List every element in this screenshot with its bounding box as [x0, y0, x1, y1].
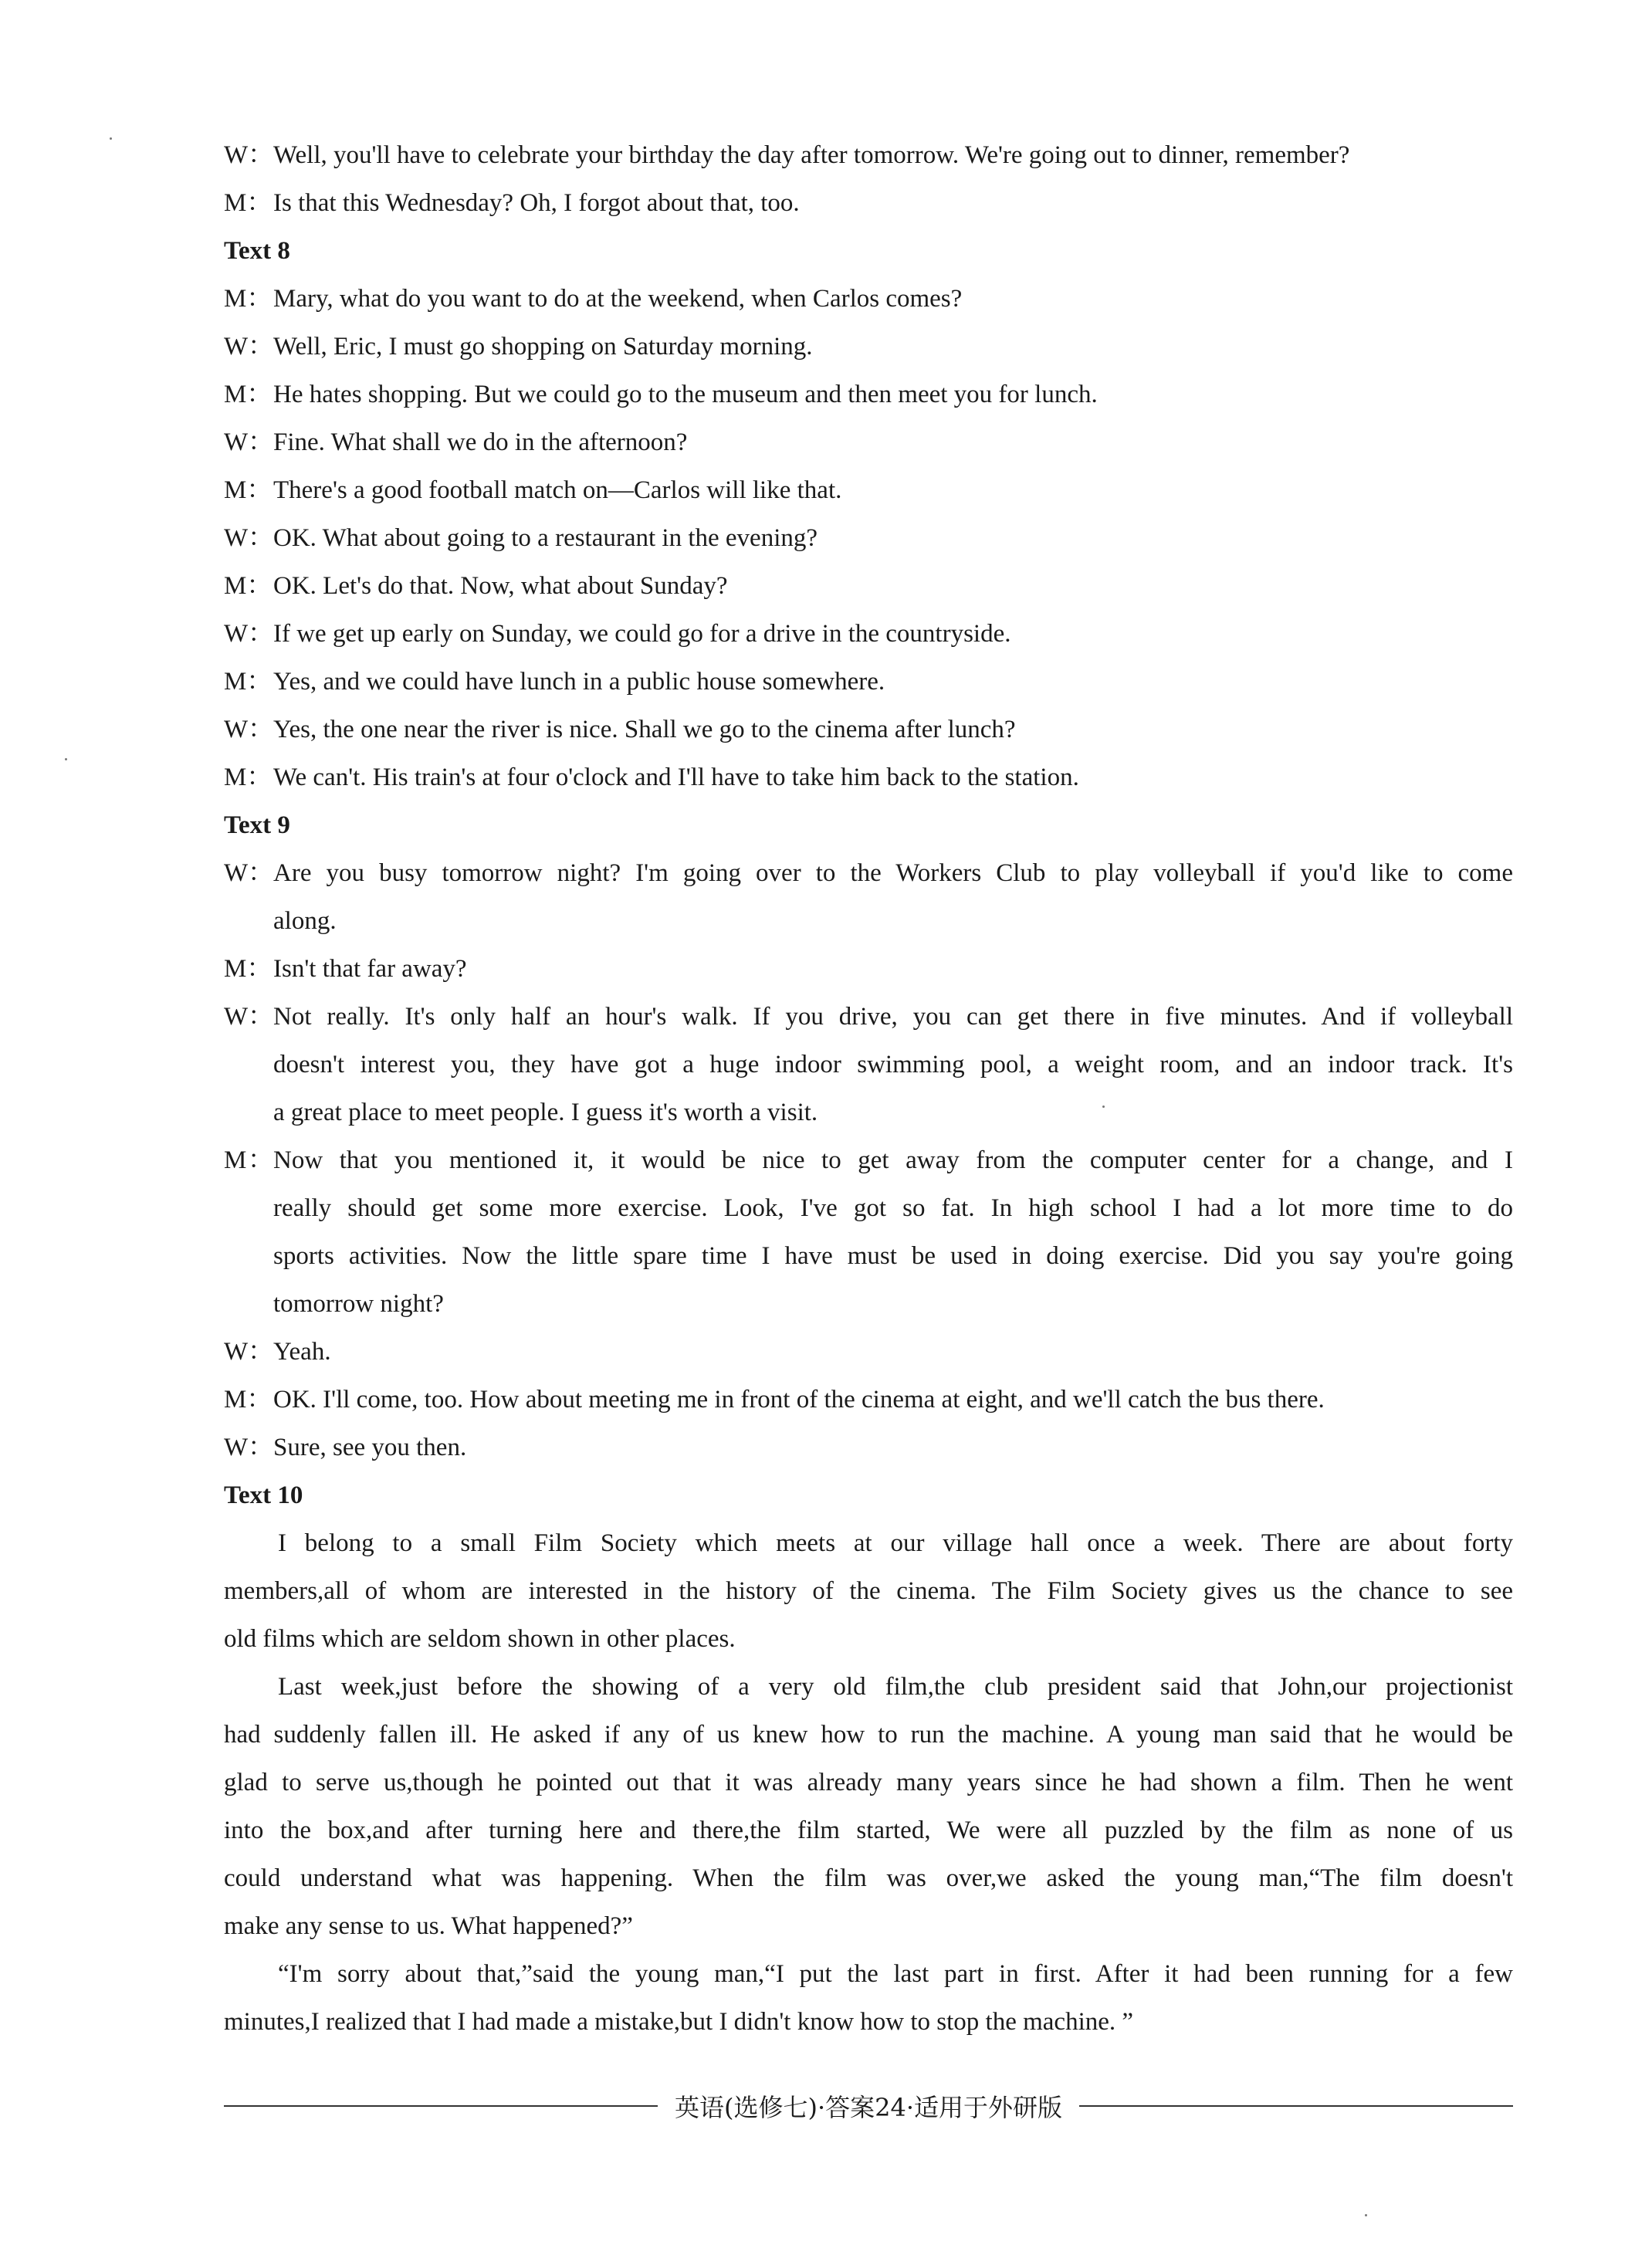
dialogue-text: Isn't that far away? [273, 955, 467, 983]
page-footer [224, 2084, 1513, 2128]
dialogue-text: doesn't interest you, they have got a huge indoor swimming pool, a weight room, and an indoor track. It's [273, 1051, 1513, 1078]
document-body [224, 131, 1513, 2046]
dialogue-line [224, 131, 1513, 179]
paragraph-line: “I'm sorry about that,”said the young man,“I put the last part in first. After it had been running for a few [278, 1960, 1513, 1988]
dialogue-line [224, 1089, 1513, 1136]
speaker-label: W： [224, 141, 274, 169]
section-heading: Text 8 [224, 237, 290, 265]
dialogue-line [224, 1424, 1513, 1471]
dialogue-text: Sure, see you then. [273, 1434, 467, 1461]
speaker-label: M： [224, 668, 273, 696]
dialogue-line [224, 706, 1513, 753]
dialogue-line [224, 1136, 1513, 1184]
speaker-label: M： [224, 381, 273, 408]
speaker-label: M： [224, 476, 273, 504]
speaker-label: W： [224, 1003, 274, 1031]
dialogue-line [224, 993, 1513, 1041]
dialogue-text: tomorrow night? [273, 1290, 444, 1318]
dialogue-line [224, 1376, 1513, 1424]
dialogue-line [224, 1328, 1513, 1376]
section-heading: Text 10 [224, 1481, 303, 1509]
dialogue-text: OK. What about going to a restaurant in the evening? [273, 524, 818, 552]
dialogue-line [224, 1280, 1513, 1328]
speaker-label: W： [224, 1434, 274, 1461]
scan-speck [110, 137, 112, 140]
footer-rule-left [224, 2105, 658, 2107]
speaker-label: W： [224, 524, 274, 552]
paragraph-line: glad to serve us,though he pointed out that it was already many years since he had shown a film. Then he went [224, 1769, 1513, 1796]
dialogue-line [224, 514, 1513, 562]
scan-speck [1365, 2214, 1367, 2216]
dialogue-text: If we get up early on Sunday, we could go for a drive in the countryside. [273, 620, 1011, 648]
dialogue-line [224, 1184, 1513, 1232]
dialogue-text: Not really. It's only half an hour's walk. If you drive, you can get there in five minutes. And if volleyball [273, 1003, 1513, 1031]
dialogue-line [224, 323, 1513, 371]
dialogue-text: Yeah. [273, 1338, 331, 1366]
speaker-label: M： [224, 285, 273, 313]
dialogue-text: Well, you'll have to celebrate your birthday the day after tomorrow. We're going out to dinner, remember? [273, 141, 1350, 169]
speaker-label: W： [224, 428, 274, 456]
dialogue-text: He hates shopping. But we could go to the museum and then meet you for lunch. [273, 381, 1098, 408]
speaker-label: W： [224, 1338, 274, 1366]
dialogue-line [224, 371, 1513, 418]
dialogue-text: Yes, and we could have lunch in a public house somewhere. [273, 668, 885, 696]
dialogue-line [224, 179, 1513, 227]
paragraph-line: had suddenly fallen ill. He asked if any of us knew how to run the machine. A young man said that he would be [224, 1721, 1513, 1749]
dialogue-line [224, 849, 1513, 897]
dialogue-text: There's a good football match on—Carlos will like that. [273, 476, 842, 504]
footer-rule-right [1079, 2105, 1513, 2107]
dialogue-line [224, 753, 1513, 801]
dialogue-text: Mary, what do you want to do at the weekend, when Carlos comes? [273, 285, 963, 313]
speaker-label: M： [224, 1386, 273, 1414]
paragraph-line: make any sense to us. What happened?” [224, 1912, 633, 1940]
dialogue-text: Yes, the one near the river is nice. Shall we go to the cinema after lunch? [273, 716, 1016, 743]
dialogue-line [224, 945, 1513, 993]
speaker-label: M： [224, 189, 273, 217]
dialogue-text: along. [273, 907, 337, 935]
dialogue-text: sports activities. Now the little spare time I have must be used in doing exercise. Did you say you're going [273, 1242, 1513, 1270]
dialogue-text: OK. I'll come, too. How about meeting me in front of the cinema at eight, and we'll catch the bus there. [273, 1386, 1325, 1414]
dialogue-text: really should get some more exercise. Look, I've got so fat. In high school I had a lot more time to do [273, 1194, 1513, 1222]
speaker-label: W： [224, 620, 274, 648]
scan-speck [1102, 1105, 1105, 1108]
paragraph-line: Last week,just before the showing of a very old film,the club president said that John,our projectionist [278, 1673, 1513, 1701]
dialogue-line [224, 275, 1513, 323]
dialogue-text: We can't. His train's at four o'clock and I'll have to take him back to the station. [273, 764, 1079, 791]
paragraph-line: I belong to a small Film Society which meets at our village hall once a week. There are about forty [278, 1529, 1513, 1557]
speaker-label: M： [224, 955, 273, 983]
paragraph-line: minutes,I realized that I had made a mistake,but I didn't know how to stop the machine. ” [224, 2008, 1134, 2036]
speaker-label: W： [224, 716, 274, 743]
dialogue-text: Well, Eric, I must go shopping on Saturday morning. [273, 333, 813, 361]
dialogue-line [224, 418, 1513, 466]
section-heading: Text 9 [224, 811, 290, 839]
dialogue-line [224, 658, 1513, 706]
dialogue-text: Fine. What shall we do in the afternoon? [273, 428, 688, 456]
footer-text: 英语(选修七)·答案24·适用于外研版 [674, 2093, 1063, 2122]
dialogue-text: Is that this Wednesday? Oh, I forgot about that, too. [273, 189, 800, 217]
speaker-label: W： [224, 333, 274, 361]
dialogue-text: Now that you mentioned it, it would be nice to get away from the computer center for a change, and I [273, 1146, 1513, 1174]
speaker-label: M： [224, 764, 273, 791]
paragraph-line: old films which are seldom shown in other places. [224, 1625, 736, 1653]
speaker-label: M： [224, 572, 273, 600]
dialogue-line [224, 562, 1513, 610]
speaker-label: M： [224, 1146, 273, 1174]
speaker-label: W： [224, 859, 274, 887]
paragraph-line: could understand what was happening. When the film was over,we asked the young man,“The film doesn't [224, 1864, 1513, 1892]
dialogue-line [224, 897, 1513, 945]
paragraph-line: into the box,and after turning here and there,the film started, We were all puzzled by the film as none of us [224, 1817, 1513, 1844]
paragraph-line: members,all of whom are interested in the history of the cinema. The Film Society gives us the chance to see [224, 1577, 1513, 1605]
dialogue-line [224, 466, 1513, 514]
dialogue-line [224, 610, 1513, 658]
scan-speck [65, 758, 67, 760]
dialogue-text: Are you busy tomorrow night? I'm going over to the Workers Club to play volleyball if you'd like to come [273, 859, 1513, 887]
dialogue-text: a great place to meet people. I guess it's worth a visit. [273, 1099, 818, 1126]
dialogue-line [224, 1041, 1513, 1089]
dialogue-line [224, 1232, 1513, 1280]
dialogue-text: OK. Let's do that. Now, what about Sunday? [273, 572, 728, 600]
